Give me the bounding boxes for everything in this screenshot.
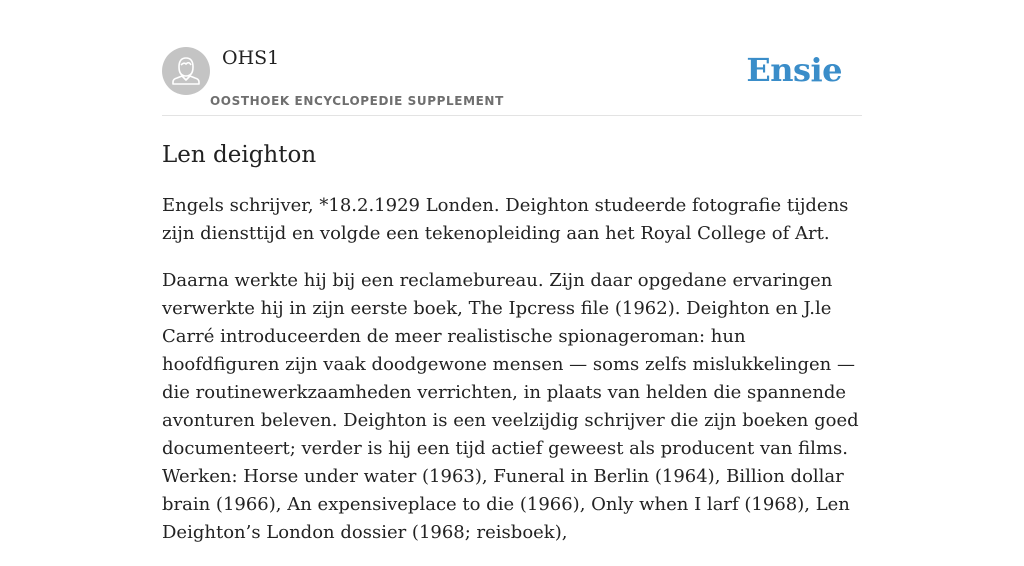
user-icon (162, 47, 210, 95)
brand-logo[interactable]: Ensie (746, 51, 842, 89)
source-code[interactable]: OHS1 (222, 47, 280, 69)
avatar[interactable] (162, 47, 210, 95)
article-paragraph: Daarna werkte hij bij een reclamebureau. Zijn daar opgedane ervaringen verwerkte hij in zijn eerste boek, The Ipcress file (1962). Deighton en J.le Carré introduceerden de meer realistische spionageroman: hun hoofdfiguren zijn vaak doodgewone mensen — soms zelfs mislukkelingen — die routinewerkzaamheden verrichten, in plaats van helden die spannende avonturen beleven. Deighton is een veelzijdig schrijver die zijn boeken goed documenteert; verder is hij een tijd actief geweest als producent van films. Werken: Horse under water (1963), Funeral in Berlin (1964), Billion dollar brain (1966), An expensiveplace to die (1966), Only when I larf (1968), Len Deighton’s London dossier (1968; reisboek), (162, 270, 859, 543)
article-title: Len deighton (162, 142, 317, 168)
article-body (162, 192, 862, 566)
article-paragraph: Engels schrijver, *18.2.1929 Londen. Deighton studeerde fotografie tijdens zijn diensttijd en volgde een tekenopleiding aan het Royal College of Art. (162, 195, 849, 244)
source-name[interactable]: OOSTHOEK ENCYCLOPEDIE SUPPLEMENT (210, 94, 504, 108)
header (162, 0, 862, 116)
